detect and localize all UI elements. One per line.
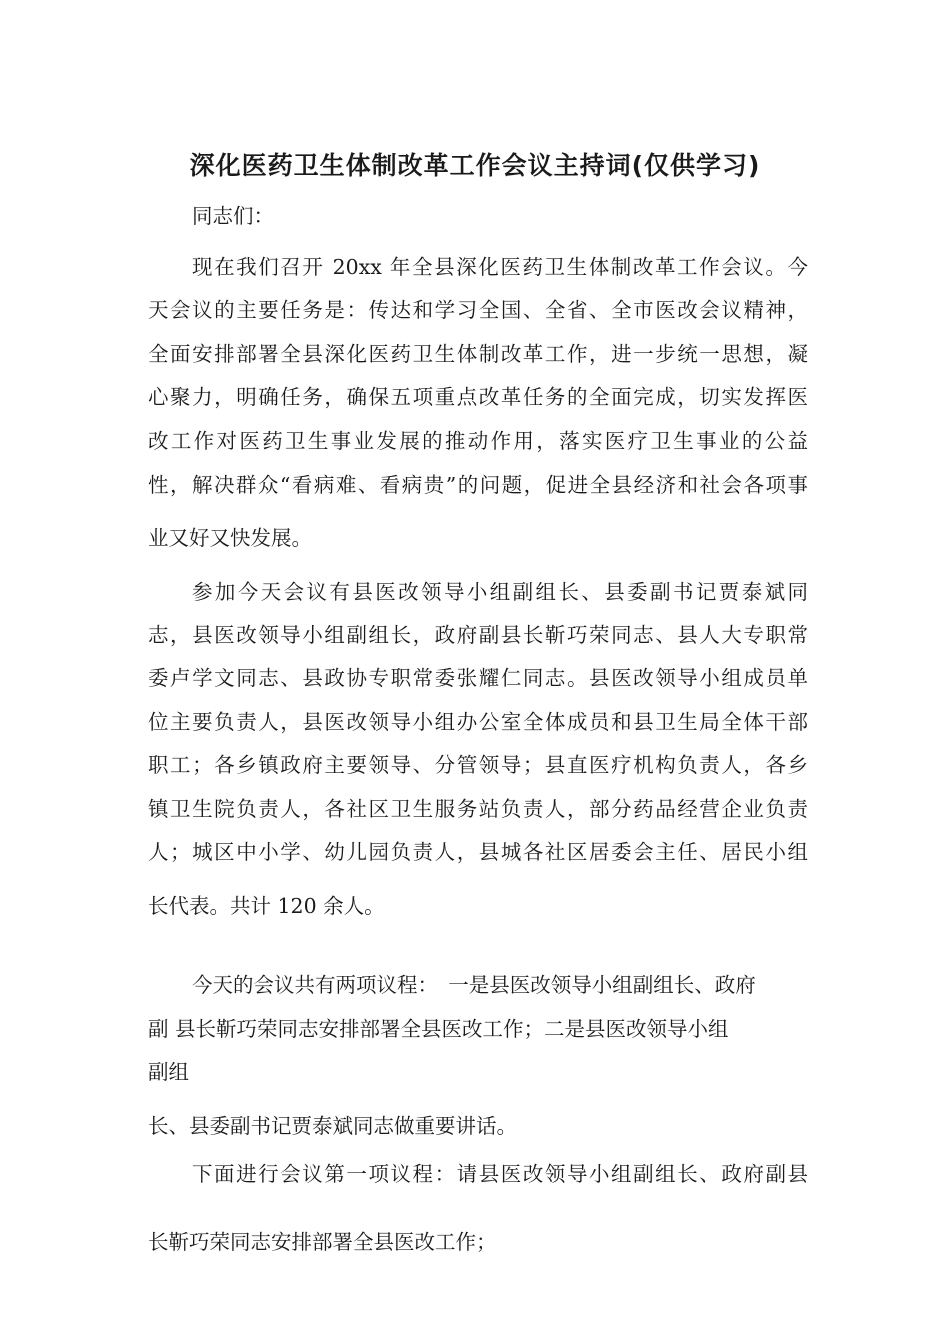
paragraph-line: 全面安排部署全县深化医药卫生体制改革工作，进一步统一思想，凝 <box>148 342 808 366</box>
paragraph-line: 委卢学文同志、县政协专职常委张耀仁同志。县医改领导小组成员单 <box>148 666 808 690</box>
paragraph-line: 镇卫生院负责人，各社区卫生服务站负责人，部分药品经营企业负责 <box>148 797 808 821</box>
paragraph-line: 今天的会议共有两项议程： 一是县医改领导小组副组长、政府 <box>192 973 756 997</box>
paragraph-line: 心聚力，明确任务，确保五项重点改革任务的全面完成，切实发挥医 <box>148 385 808 409</box>
paragraph-line: 参加今天会议有县医改领导小组副组长、县委副书记贾泰斌同 <box>192 580 808 604</box>
paragraph-line: 职工；各乡镇政府主要领导、分管领导；县直医疗机构负责人，各乡 <box>148 753 808 777</box>
paragraph-line: 人；城区中小学、幼儿园负责人，县城各社区居委会主任、居民小组 <box>148 840 808 864</box>
paragraph-line: 长代表。共计 120 余人。 <box>148 894 385 918</box>
paragraph-line: 长靳巧荣同志安排部署全县医改工作； <box>148 1230 497 1254</box>
paragraph-line: 天会议的主要任务是：传达和学习全国、全省、全市医改会议精神， <box>148 298 808 322</box>
document-title: 深化医药卫生体制改革工作会议主持词(仅供学习) <box>189 151 761 180</box>
paragraph-line: 志，县医改领导小组副组长，政府副县长靳巧荣同志、县人大专职常 <box>148 623 808 647</box>
paragraph-line: 现在我们召开 20xx 年全县深化医药卫生体制改革工作会议。今 <box>192 255 808 279</box>
salutation: 同志们： <box>192 204 274 228</box>
paragraph-line: 性，解决群众“看病难、看病贵”的问题，促进全县经济和社会各项事 <box>148 473 808 497</box>
paragraph-line: 位主要负责人，县医改领导小组办公室全体成员和县卫生局全体干部 <box>148 710 808 734</box>
paragraph-line: 副 县长靳巧荣同志安排部署全县医改工作；二是县医改领导小组 <box>148 1017 729 1041</box>
paragraph-line: 改工作对医药卫生事业发展的推动作用，落实医疗卫生事业的公益 <box>148 429 808 453</box>
paragraph-line: 业又好又快发展。 <box>148 526 312 550</box>
paragraph-line: 副组 <box>148 1060 189 1084</box>
paragraph-line: 长、县委副书记贾泰斌同志做重要讲话。 <box>148 1114 517 1138</box>
paragraph-line: 下面进行会议第一项议程：请县医改领导小组副组长、政府副县 <box>192 1162 808 1186</box>
